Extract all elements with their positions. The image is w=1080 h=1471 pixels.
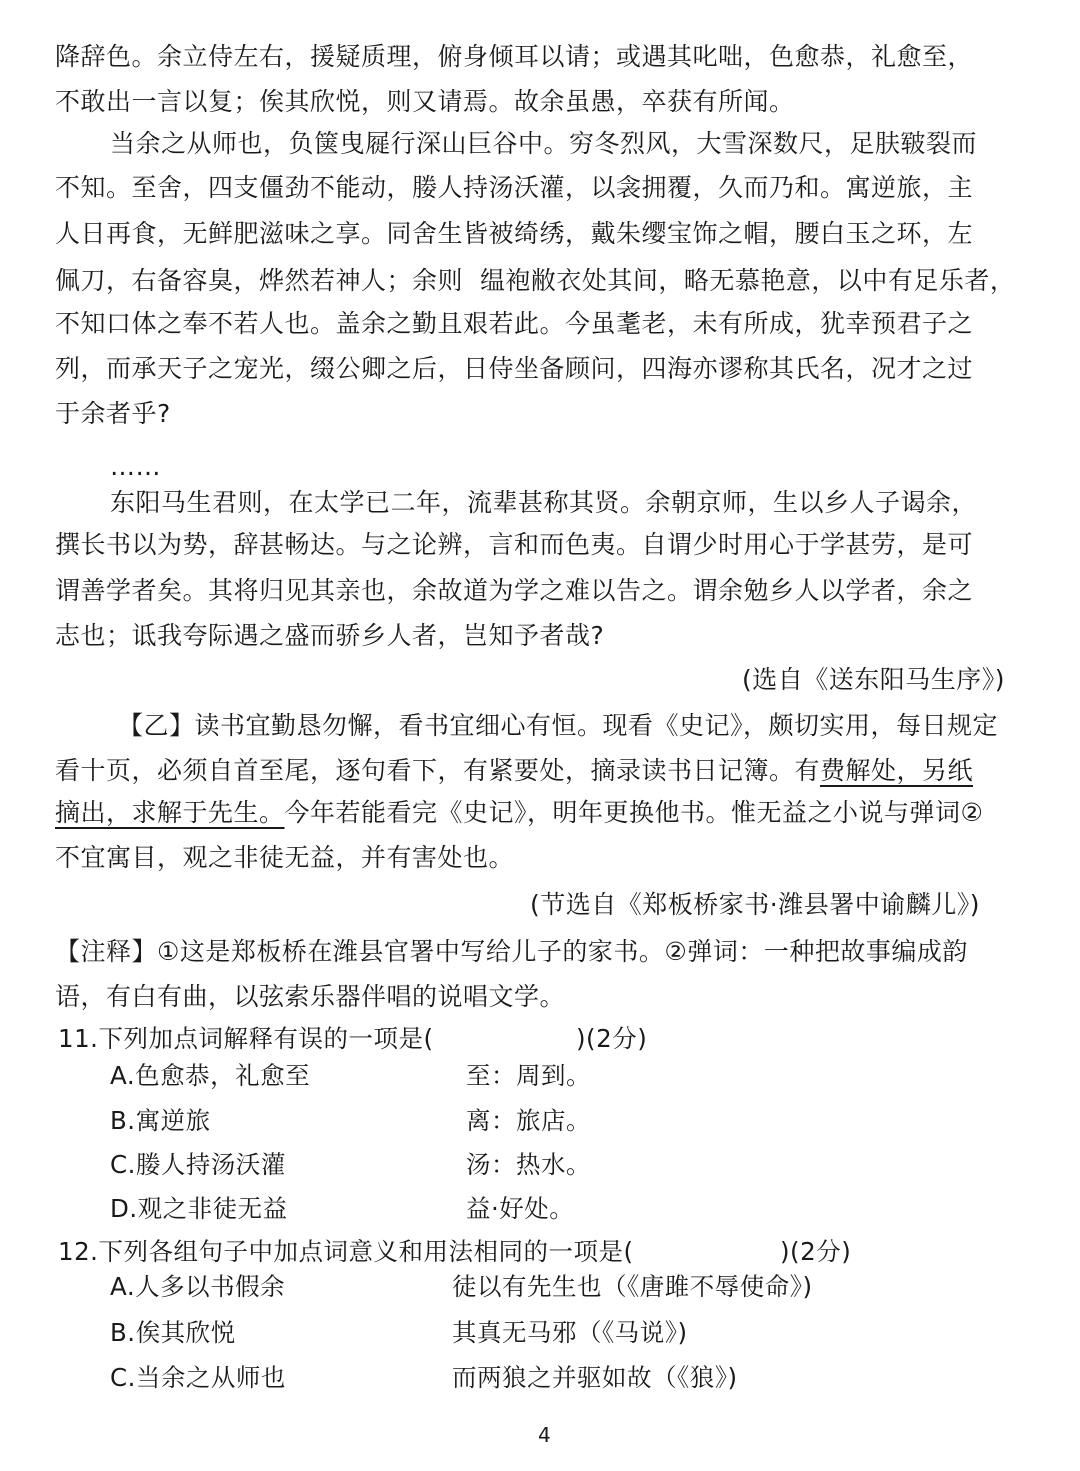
option-c: C.当余之从师也 bbox=[110, 1363, 286, 1392]
option-a: A.人多以书假余 bbox=[110, 1272, 286, 1301]
passage-line bbox=[55, 798, 983, 828]
underlined-sentence: 摘出，求解于先生。 bbox=[55, 798, 285, 827]
option-c-gloss: 汤：热水。 bbox=[466, 1150, 591, 1179]
question-11-points: )(2分) bbox=[576, 1024, 648, 1053]
passage-line: 当余之从师也，负箧曳屣行深山巨谷中。穷冬烈风，大雪深数尺，足肤皲裂而 bbox=[110, 129, 978, 158]
source-citation: (节选自《郑板桥家书·潍县署中谕麟儿》) bbox=[530, 890, 980, 919]
passage-line: 东阳马生君则，在太学已二年，流辈甚称其贤。余朝京师，生以乡人子谒余， bbox=[110, 488, 978, 517]
passage-line: 不宜寓目，观之非徒无益，并有害处也。 bbox=[55, 843, 515, 872]
passage-line bbox=[55, 756, 973, 786]
passage-line: 人日再食，无鲜肥滋味之享。同舍生皆被绮绣，戴朱缨宝饰之帽，腰白玉之环，左 bbox=[55, 219, 974, 248]
option-a-compare: 徒以有先生也（《唐雎不辱使命》) bbox=[452, 1272, 813, 1301]
passage-line: 降辞色。余立侍左右，援疑质理，俯身倾耳以请；或遇其叱咄，色愈恭，礼愈至， bbox=[55, 42, 974, 71]
passage-text: 看十页，必须自首至尾，逐句看下，有紧要处，摘录读书日记簿。有 bbox=[55, 756, 821, 785]
passage-line: 不知口体之奉不若人也。盖余之勤且艰若此。今虽耄老，未有所成，犹幸预君子之 bbox=[55, 309, 974, 338]
option-d: D.观之非徒无益 bbox=[110, 1194, 288, 1223]
option-b-gloss: 离：旅店。 bbox=[466, 1106, 591, 1135]
passage-line: 于余者乎? bbox=[55, 399, 171, 428]
page-number: 4 bbox=[538, 1423, 552, 1447]
passage-line: 志也；诋我夸际遇之盛而骄乡人者，岂知予者哉? bbox=[55, 621, 605, 650]
passage-text: 今年若能看完《史记》，明年更换他书。惟无益之小说与弹词② bbox=[284, 798, 984, 827]
option-a: A.色愈恭，礼愈至 bbox=[110, 1061, 311, 1090]
source-citation: (选自《送东阳马生序》) bbox=[742, 665, 1006, 694]
option-b-compare: 其真无马邪（《马说》) bbox=[452, 1318, 688, 1347]
question-12-points: )(2分) bbox=[780, 1237, 852, 1266]
question-11-stem: 11.下列加点词解释有误的一项是( bbox=[58, 1024, 434, 1053]
annotation-note: 【注释】①这是郑板桥在潍县官署中写给儿子的家书。②弹词：一种把故事编成韵 bbox=[55, 937, 968, 966]
option-b: B.俟其欣悦 bbox=[110, 1318, 236, 1347]
option-b: B.寓逆旅 bbox=[110, 1106, 211, 1135]
ellipsis: …… bbox=[110, 452, 161, 481]
passage-line: 谓善学者矣。其将归见其亲也，余故道为学之难以告之。谓余勉乡人以学者，余之 bbox=[55, 576, 974, 605]
passage-line: 佩刀，右备容臭，烨然若神人；余则 缊袍敝衣处其间，略无慕艳意，以中有足乐者， bbox=[55, 266, 1016, 295]
passage-line: 不敢出一言以复；俟其欣悦，则又请焉。故余虽愚，卒获有所闻。 bbox=[55, 87, 795, 116]
option-d-gloss: 益·好处。 bbox=[466, 1194, 575, 1223]
option-c-compare: 而两狼之并驱如故（《狼》) bbox=[452, 1363, 738, 1392]
passage-line: 不知。至舍，四支僵劲不能动，媵人持汤沃灌，以衾拥覆，久而乃和。寓逆旅，主 bbox=[55, 173, 974, 202]
passage-line: 【乙】读书宜勤恳勿懈，看书宜细心有恒。现看《史记》，颇切实用，每日规定 bbox=[118, 711, 999, 740]
option-c: C.媵人持汤沃灌 bbox=[110, 1150, 286, 1179]
annotation-note: 语，有白有曲，以弦索乐器伴唱的说唱文学。 bbox=[55, 982, 566, 1011]
option-a-gloss: 至：周到。 bbox=[466, 1061, 591, 1090]
passage-line: 列，而承天子之宠光，缀公卿之后，日侍坐备顾问，四海亦谬称其氏名，况才之过 bbox=[55, 354, 974, 383]
underlined-sentence: 费解处，另纸 bbox=[820, 756, 974, 785]
passage-line: 撰长书以为势，辞甚畅达。与之论辨，言和而色夷。自谓少时用心于学甚劳，是可 bbox=[55, 530, 974, 559]
question-12-stem: 12.下列各组句子中加点词意义和用法相同的一项是( bbox=[58, 1237, 634, 1266]
